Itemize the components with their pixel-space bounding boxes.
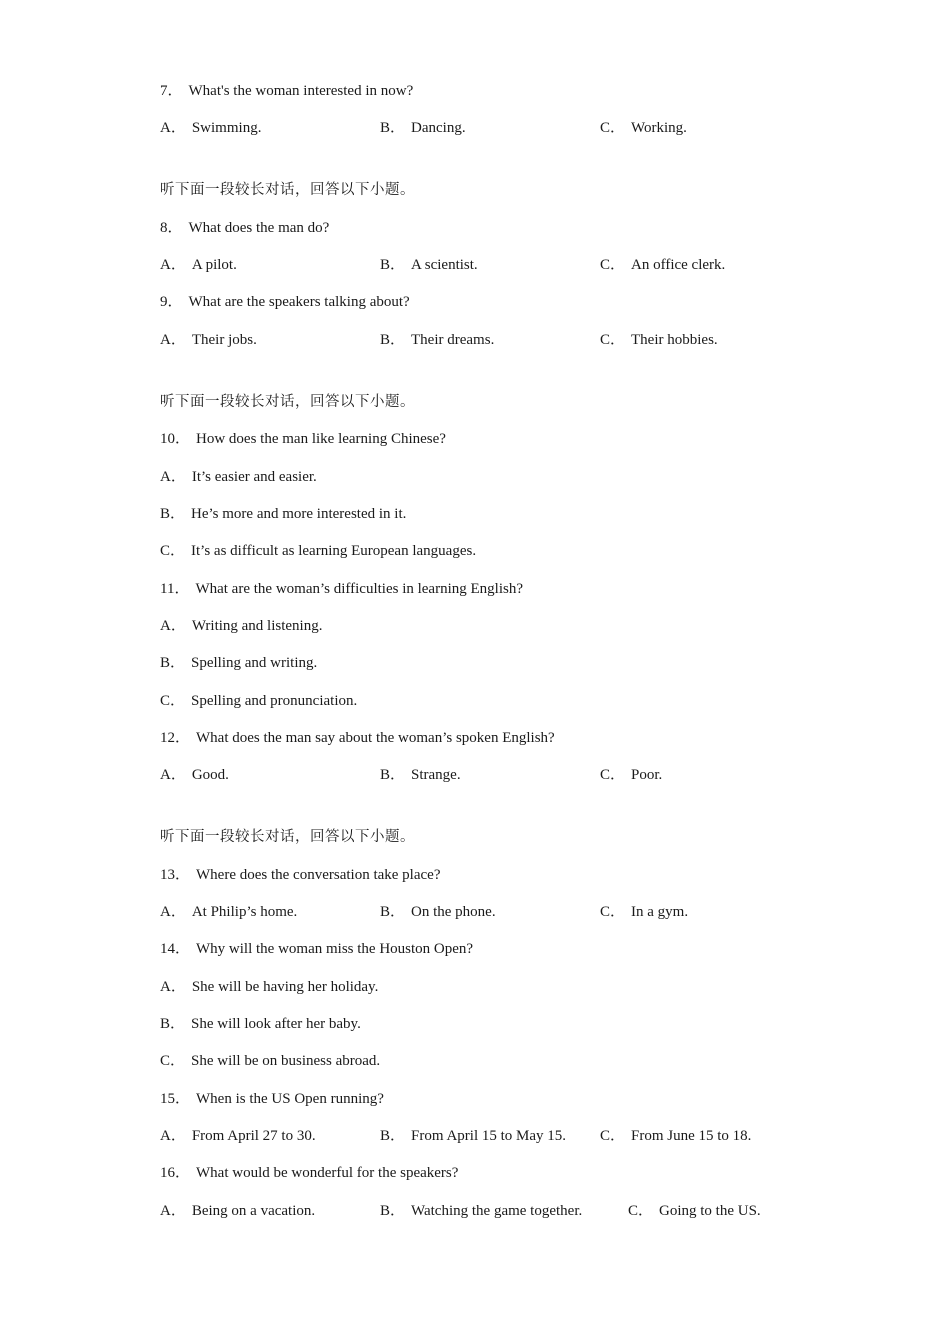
section-instruction: 听下面一段较长对话，回答以下小题。 — [160, 394, 415, 410]
question-text: Why will the woman miss the Houston Open? — [196, 941, 474, 957]
question-16 — [160, 1163, 458, 1183]
question-text: What would be wonderful for the speakers? — [196, 1165, 459, 1181]
question-number: 13． — [160, 867, 191, 883]
option-8b[interactable]: B． A scientist. — [380, 257, 478, 273]
question-12 — [160, 728, 555, 748]
option-9c[interactable]: C． Their hobbies. — [600, 332, 718, 348]
question-number: 7． — [160, 83, 183, 99]
question-text: What's the woman interested in now? — [188, 83, 414, 99]
option-9b[interactable]: B． Their dreams. — [380, 332, 495, 348]
option-8a[interactable]: A． A pilot. — [160, 257, 237, 273]
question-text: Where does the conversation take place? — [196, 867, 441, 883]
question-number: 10． — [160, 431, 191, 447]
option-12b[interactable]: B． Strange. — [380, 767, 461, 783]
question-text: How does the man like learning Chinese? — [196, 431, 446, 447]
question-text: What are the woman’s difficulties in learning English? — [195, 581, 523, 597]
question-9 — [160, 292, 410, 312]
option-16c[interactable]: C． Going to the US. — [628, 1203, 761, 1219]
option-7b[interactable]: B． Dancing. — [380, 120, 466, 136]
option-7c[interactable]: C． Working. — [600, 120, 687, 136]
option-15c[interactable]: C． From June 15 to 18. — [600, 1128, 752, 1144]
option-14b[interactable]: B． She will look after her baby. — [160, 1016, 361, 1032]
question-number: 15． — [160, 1091, 191, 1107]
option-11b[interactable]: B． Spelling and writing. — [160, 655, 318, 671]
question-8 — [160, 218, 329, 238]
question-15 — [160, 1089, 384, 1109]
option-16a[interactable]: A． Being on a vacation. — [160, 1203, 316, 1219]
question-13 — [160, 865, 440, 885]
question-10 — [160, 429, 446, 449]
question-7 — [160, 81, 413, 101]
question-number: 16． — [160, 1165, 191, 1181]
question-text: What are the speakers talking about? — [188, 294, 410, 310]
option-13b[interactable]: B． On the phone. — [380, 904, 496, 920]
question-number: 11． — [160, 581, 190, 597]
question-number: 9． — [160, 294, 183, 310]
option-15a[interactable]: A． From April 27 to 30. — [160, 1128, 316, 1144]
question-text: When is the US Open running? — [196, 1091, 384, 1107]
question-text: What does the man say about the woman’s spoken English? — [196, 730, 555, 746]
option-8c[interactable]: C． An office clerk. — [600, 257, 726, 273]
question-number: 8． — [160, 220, 183, 236]
option-14a[interactable]: A． She will be having her holiday. — [160, 979, 379, 995]
section-instruction: 听下面一段较长对话，回答以下小题。 — [160, 829, 415, 845]
option-9a[interactable]: A． Their jobs. — [160, 332, 257, 348]
option-7a[interactable]: A． Swimming. — [160, 120, 262, 136]
option-12c[interactable]: C． Poor. — [600, 767, 663, 783]
option-10a[interactable]: A． It’s easier and easier. — [160, 469, 317, 485]
option-15b[interactable]: B． From April 15 to May 15. — [380, 1128, 567, 1144]
option-10c[interactable]: C． It’s as difficult as learning European languages. — [160, 543, 477, 559]
question-11 — [160, 579, 523, 599]
option-10b[interactable]: B． He’s more and more interested in it. — [160, 506, 407, 522]
question-14 — [160, 939, 473, 959]
question-text: What does the man do? — [188, 220, 330, 236]
option-13c[interactable]: C． In a gym. — [600, 904, 689, 920]
question-number: 14． — [160, 941, 191, 957]
option-14c[interactable]: C． She will be on business abroad. — [160, 1053, 381, 1069]
option-16b[interactable]: B． Watching the game together. — [380, 1203, 583, 1219]
section-instruction: 听下面一段较长对话，回答以下小题。 — [160, 182, 415, 198]
question-number: 12． — [160, 730, 191, 746]
option-11c[interactable]: C． Spelling and pronunciation. — [160, 693, 358, 709]
option-11a[interactable]: A． Writing and listening. — [160, 618, 323, 634]
option-12a[interactable]: A． Good. — [160, 767, 229, 783]
option-13a[interactable]: A． At Philip’s home. — [160, 904, 298, 920]
